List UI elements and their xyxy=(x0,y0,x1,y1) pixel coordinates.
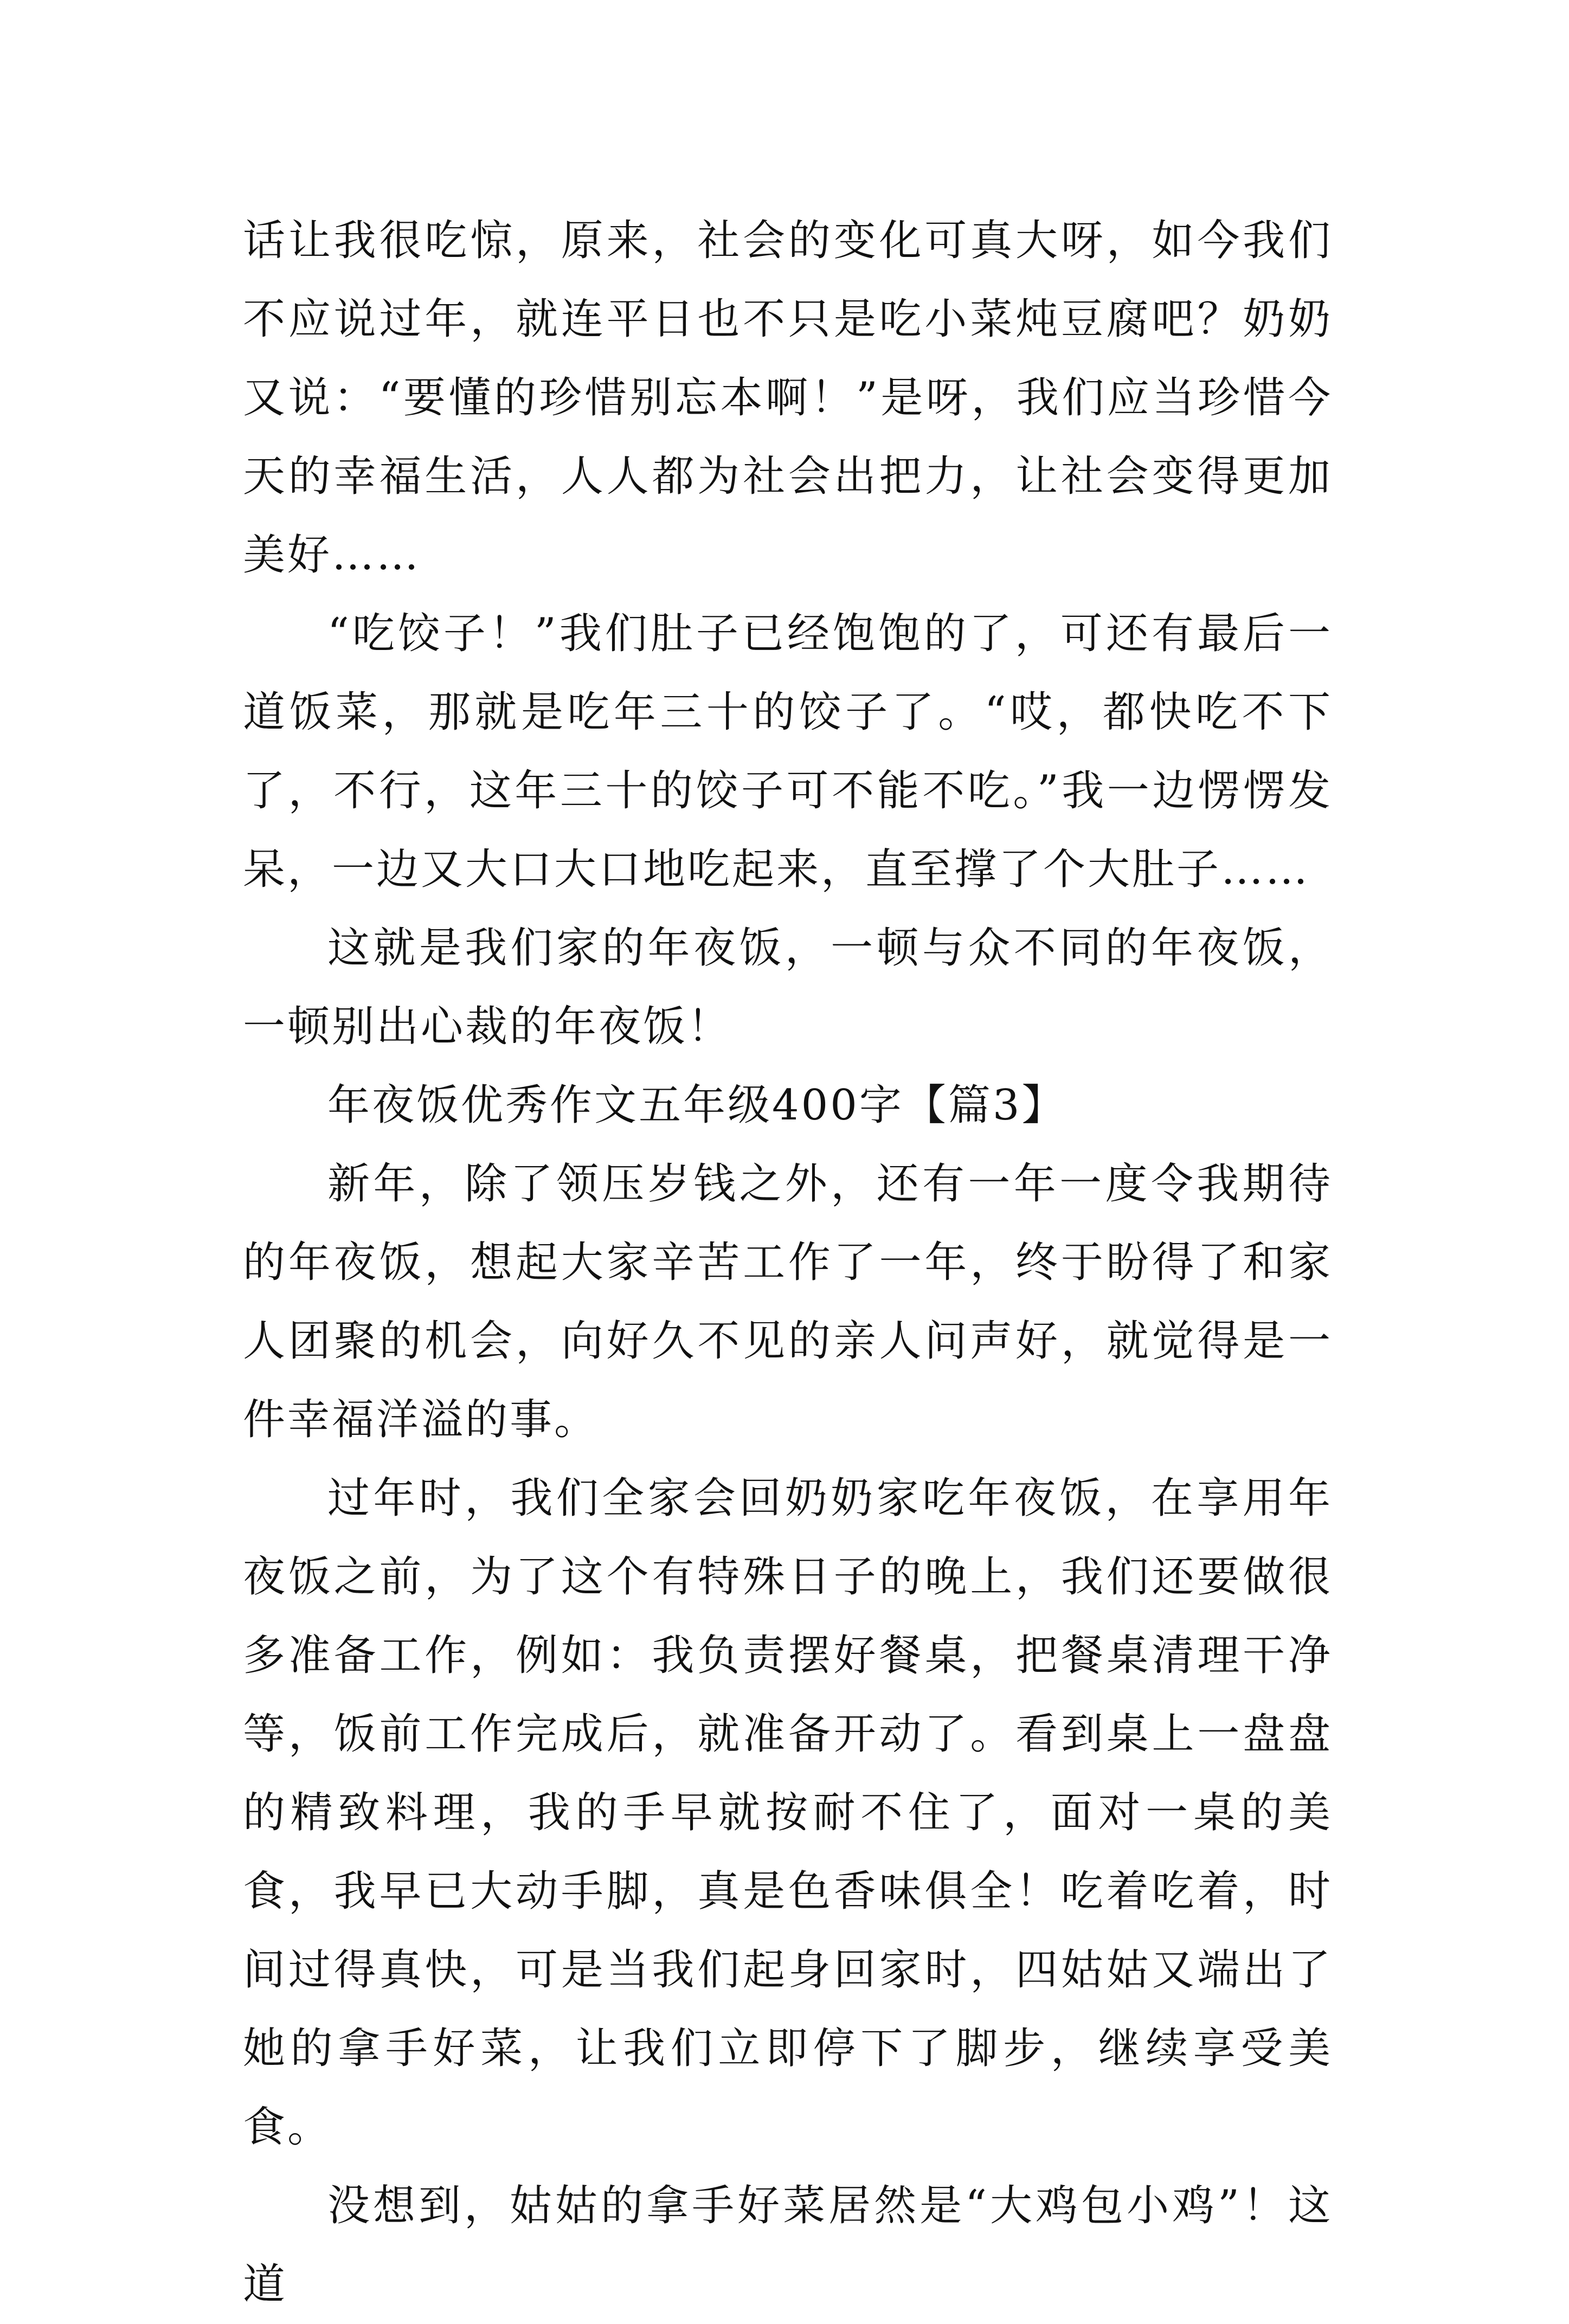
paragraph-4: 新年，除了领压岁钱之外，还有一年一度令我期待的年夜饭，想起大家辛苦工作了一年，终于盼得了和家人团聚的机会，向好久不见的亲人问声好，就觉得是一件幸福洋溢的事。 xyxy=(243,1160,1333,1444)
paragraph-2: “吃饺子！”我们肚子已经饱饱的了，可还有最后一道饭菜，那就是吃年三十的饺子了。“哎，都快吃不下了，不行，这年三十的饺子可不能不吃。”我一边愣愣发呆，一边又大口大口地吃起来，直至撑了个大肚子…… xyxy=(243,609,1333,894)
section-heading: 年夜饭优秀作文五年级400字【篇3】 xyxy=(327,1081,1066,1130)
paragraph-1: 话让我很吃惊，原来，社会的变化可真大呀，如今我们不应说过年，就连平日也不只是吃小菜炖豆腐吧？奶奶又说：“要懂的珍惜别忘本啊！”是呀，我们应当珍惜今天的幸福生活，人人都为社会出把力，让社会变得更加美好…… xyxy=(243,216,1333,580)
paragraph-6: 没想到，姑姑的拿手好菜居然是“大鸡包小鸡”！这道 xyxy=(243,2181,1333,2309)
paragraph-3: 这就是我们家的年夜饭，一顿与众不同的年夜饭，一顿别出心裁的年夜饭！ xyxy=(243,924,1333,1051)
paragraph-5: 过年时，我们全家会回奶奶家吃年夜饭，在享用年夜饭之前，为了这个有特殊日子的晚上，我们还要做很多准备工作，例如：我负责摆好餐桌，把餐桌清理干净等，饭前工作完成后，就准备开动了。看到桌上一盘盘的精致料理，我的手早就按耐不住了，面对一桌的美食，我早已大动手脚，真是色香味俱全！吃着吃着，时间过得真快，可是当我们起身回家时，四姑姑又端出了她的拿手好菜，让我们立即停下了脚步，继续享受美食。 xyxy=(243,1474,1333,2152)
document-body xyxy=(243,202,1333,2324)
